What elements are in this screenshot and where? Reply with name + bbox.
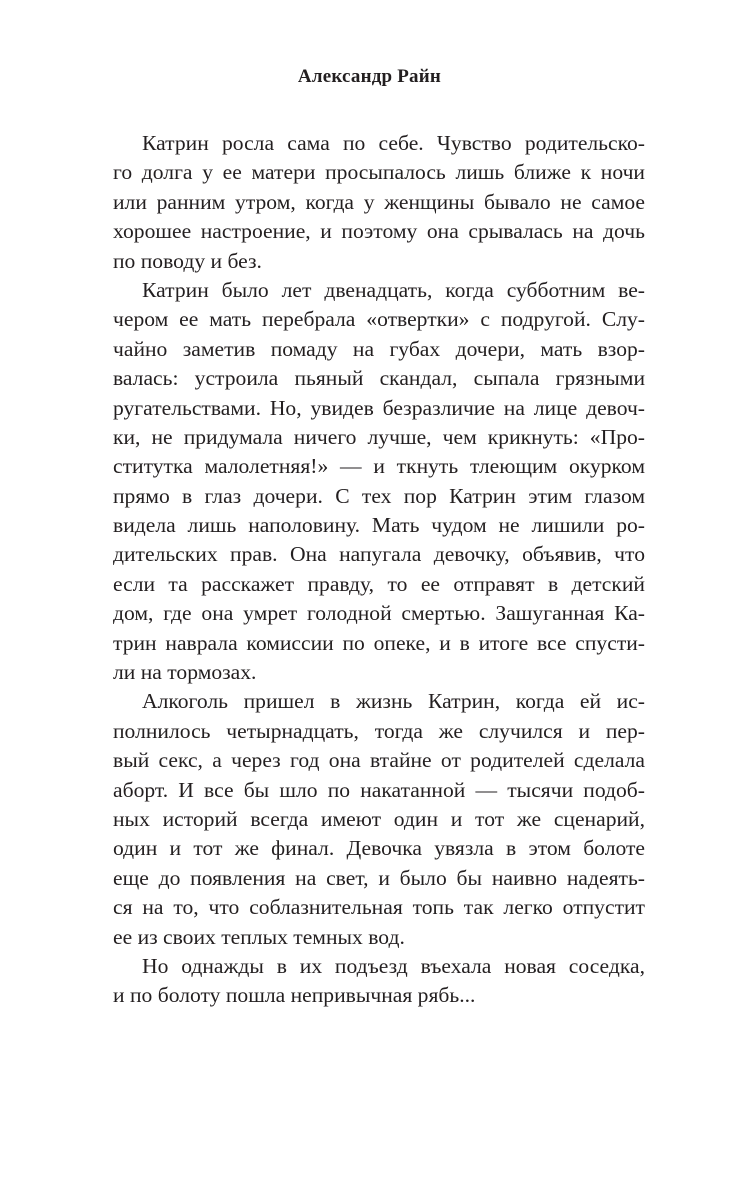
text-line: трин наврала комиссии по опеке, и в итоге все спусти- <box>113 630 645 655</box>
text-line: ститутка малолетняя!» — и ткнуть тлеющим окурком <box>113 454 645 479</box>
text-line: дом, где она умрет голодной смертью. Зашуганная Ка- <box>113 601 645 626</box>
text-line: ее из своих теплых темных вод. <box>113 924 405 949</box>
text-line: еще до появления на свет, и было бы наивно надеять- <box>113 865 645 890</box>
text-line: и по болоту пошла непривычная рябь... <box>113 983 476 1008</box>
text-line: Катрин было лет двенадцать, когда субботним ве- <box>142 277 645 302</box>
text-line: дительских прав. Она напугала девочку, объявив, что <box>113 542 645 567</box>
paragraph-2 <box>113 276 645 687</box>
text-line: ругательствами. Но, увидев безразличие на лице девоч- <box>113 395 645 420</box>
paragraph-1 <box>113 129 645 276</box>
text-line: валась: устроила пьяный скандал, сыпала грязными <box>113 366 645 391</box>
text-line: прямо в глаз дочери. С тех пор Катрин этим глазом <box>113 483 645 508</box>
text-line: чайно заметив помаду на губах дочери, мать взор- <box>113 336 645 361</box>
paragraph-4 <box>113 952 645 1011</box>
text-line: Алкоголь пришел в жизнь Катрин, когда ей ис- <box>142 689 645 714</box>
text-line: или ранним утром, когда у женщины бывало не самое <box>113 189 645 214</box>
text-line: чером ее мать перебрала «отвертки» с подругой. Слу- <box>113 307 645 332</box>
paragraph-3 <box>113 687 645 952</box>
running-head-author: Александр Райн <box>297 66 442 87</box>
text-line: по поводу и без. <box>113 248 262 273</box>
text-line: Но однажды в их подъезд въехала новая соседка, <box>142 953 645 978</box>
text-line: хорошее настроение, и поэтому она срывалась на дочь <box>113 219 645 244</box>
text-line: ки, не придумала ничего лучше, чем крикнуть: «Про- <box>113 424 645 449</box>
text-line: видела лишь наполовину. Мать чудом не лишили ро- <box>113 513 645 538</box>
text-line: аборт. И все бы шло по накатанной — тысячи подоб- <box>113 777 645 802</box>
text-line: ся на то, что соблазнительная топь так легко отпустит <box>113 895 645 920</box>
text-line: вый секс, а через год она втайне от родителей сделала <box>113 748 645 773</box>
text-line: полнилось четырнадцать, тогда же случился и пер- <box>113 718 645 743</box>
text-line: если та расскажет правду, то ее отправят в детский <box>113 571 645 596</box>
body-text <box>113 129 645 1011</box>
text-line: го долга у ее матери просыпалось лишь ближе к ночи <box>113 160 645 185</box>
text-line: один и тот же финал. Девочка увязла в этом болоте <box>113 836 645 861</box>
text-line: Катрин росла сама по себе. Чувство родительско- <box>142 131 645 155</box>
text-line: ных историй всегда имеют один и тот же сценарий, <box>113 806 645 831</box>
text-line: ли на тормозах. <box>113 660 257 685</box>
